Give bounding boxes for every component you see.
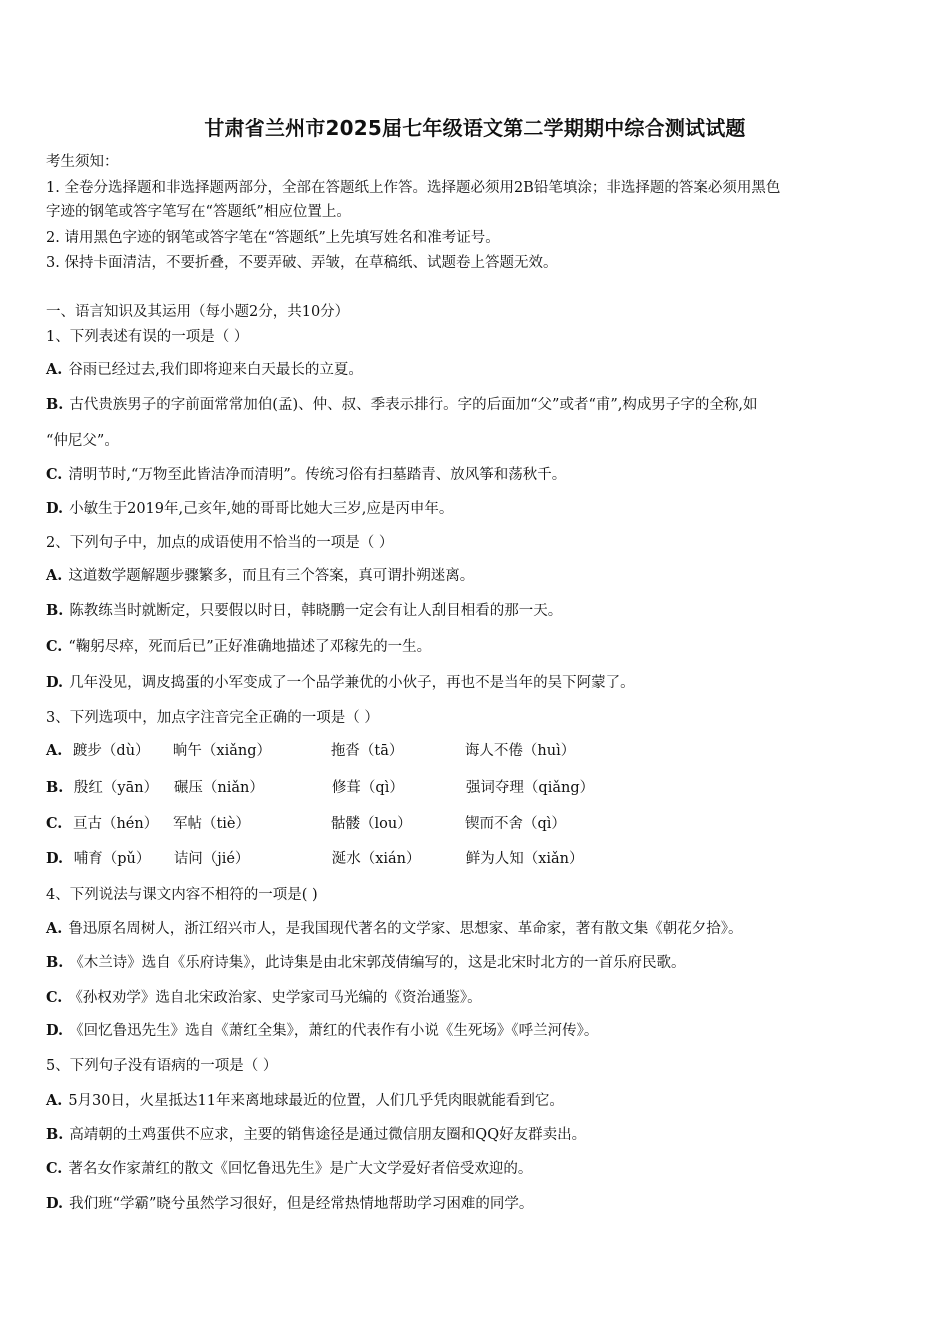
pinyin-item: 锲而不舍（qì） (464, 816, 566, 832)
option-text: 古代贵族男子的字前面常常加伯(孟)、仲、叔、季表示排行。字的后面加“父”或者“甫”,构成男子字的全称,如 (69, 397, 758, 413)
notice-item: 2. 请用黑色字迹的钢笔或答字笔在“答题纸”上先填写姓名和准考证号。 (46, 230, 500, 246)
option-c (46, 465, 566, 485)
option-text: 《回忆鲁迅先生》选自《萧红全集》，萧红的代表作有小说《生死场》《呼兰河传》。 (69, 1023, 599, 1039)
option-label: C. (46, 989, 63, 1006)
pinyin-item: 碾压（niǎn） (173, 780, 264, 796)
option-text: 《孙权劝学》选自北宋政治家、史学家司马光编的《资治通鉴》。 (68, 990, 482, 1006)
pinyin-item: 踱步（dù） (72, 743, 150, 759)
option-text: 《木兰诗》选自《乐府诗集》，此诗集是由北宋郭茂倩编写的，这是北宋时北方的一首乐府民歌。 (69, 955, 686, 971)
option-text: 清明节时,“万物至此皆洁净而清明”。传统习俗有扫墓踏青、放风筝和荡秋千。 (68, 467, 567, 483)
option-text: 谷雨已经过去,我们即将迎来白天最长的立夏。 (68, 362, 363, 378)
exam-title: 甘肃省兰州市2025届七年级语文第二学期期中综合测试试题 (204, 116, 746, 140)
pinyin-item: 亘古（hén） (72, 816, 159, 832)
pinyin-item: 殷红（yān） (73, 780, 159, 796)
option-text: 著名女作家萧红的散文《回忆鲁迅先生》是广大文学爱好者倍受欢迎的。 (68, 1161, 533, 1177)
option-label: C. (46, 466, 63, 483)
pinyin-option-row (46, 814, 566, 834)
option-c (46, 1159, 532, 1179)
option-label: A. (46, 1092, 63, 1109)
section-heading: 一、语言知识及其运用（每小题2分，共10分） (46, 304, 350, 320)
option-text: 我们班“学霸”晓兮虽然学习很好，但是经常热情地帮助学习困难的同学。 (69, 1196, 534, 1212)
option-d (46, 1194, 533, 1214)
pinyin-item: 涎水（xián） (331, 851, 421, 867)
option-text: 小敏生于2019年,己亥年,她的哥哥比她大三岁,应是丙申年。 (69, 501, 454, 517)
option-label: B. (46, 1126, 64, 1143)
option-label: C. (46, 1160, 63, 1177)
option-label: A. (46, 742, 63, 759)
option-label: A. (46, 920, 63, 937)
pinyin-option-row (46, 778, 594, 798)
option-label: B. (46, 954, 64, 971)
option-label: D. (46, 1195, 64, 1212)
option-b-continued: “仲尼父”。 (46, 433, 119, 449)
option-text: 几年没见，调皮捣蛋的小军变成了一个品学兼优的小伙子，再也不是当年的吴下阿蒙了。 (69, 675, 635, 691)
pinyin-item: 拖沓（tā） (330, 743, 404, 759)
question-stem: 3、下列选项中，加点字注音完全正确的一项是（ ） (46, 710, 379, 726)
option-a (46, 360, 363, 380)
option-b (46, 395, 758, 415)
option-label: D. (46, 500, 64, 517)
pinyin-item: 军帖（tiè） (172, 816, 250, 832)
pinyin-item: 鲜为人知（xiǎn） (465, 851, 584, 867)
option-text: 陈教练当时就断定，只要假以时日，韩晓鹏一定会有让人刮目相看的那一天。 (69, 603, 563, 619)
option-label: D. (46, 674, 64, 691)
option-label: D. (46, 850, 64, 867)
question-stem: 4、下列说法与课文内容不相符的一项是( ) (46, 887, 318, 903)
option-c (46, 637, 431, 657)
notice-item: 1. 全卷分选择题和非选择题两部分，全部在答题纸上作答。选择题必须用2B铅笔填涂；非选择题的答案必须用黑色 (46, 180, 781, 196)
option-label: B. (46, 396, 64, 413)
option-label: D. (46, 1022, 64, 1039)
pinyin-item: 骷髅（lou） (330, 816, 412, 832)
option-a (46, 1091, 564, 1111)
option-a (46, 566, 474, 586)
notice-item: 字迹的钢笔或答字笔写在“答题纸”相应位置上。 (46, 204, 351, 220)
option-b (46, 953, 686, 973)
question-stem: 2、下列句子中，加点的成语使用不恰当的一项是（ ） (46, 535, 394, 551)
option-a (46, 919, 743, 939)
option-text: 这道数学题解题步骤繁多，而且有三个答案，真可谓扑朔迷离。 (68, 568, 475, 584)
option-text: 鲁迅原名周树人，浙江绍兴市人，是我国现代著名的文学家、思想家、革命家，著有散文集《朝花夕拾》。 (68, 921, 743, 937)
notice-heading: 考生须知： (46, 154, 119, 170)
option-text: 5月30日，火星抵达11年来离地球最近的位置，人们几乎凭肉眼就能看到它。 (68, 1093, 564, 1109)
question-stem: 1、下列表述有误的一项是（ ） (46, 329, 249, 345)
pinyin-item: 诘问（jié） (173, 851, 250, 867)
option-label: A. (46, 567, 63, 584)
option-d (46, 499, 453, 519)
pinyin-item: 哺育（pǔ） (73, 851, 151, 867)
pinyin-option-row (46, 849, 584, 869)
pinyin-item: 晌午（xiǎng） (172, 743, 272, 759)
pinyin-option-row (46, 741, 575, 761)
option-d (46, 1021, 598, 1041)
option-label: C. (46, 815, 63, 832)
option-text: “鞠躬尽瘁，死而后已”正好准确地描述了邓稼先的一生。 (68, 639, 432, 655)
pinyin-item: 诲人不倦（huì） (464, 743, 576, 759)
option-b (46, 601, 562, 621)
option-label: C. (46, 638, 63, 655)
option-label: B. (46, 779, 64, 796)
option-text: 高靖朝的土鸡蛋供不应求，主要的销售途径是通过微信朋友圈和QQ好友群卖出。 (69, 1127, 587, 1143)
option-label: A. (46, 361, 63, 378)
notice-item: 3. 保持卡面清洁，不要折叠，不要弄破、弄皱，在草稿纸、试题卷上答题无效。 (46, 255, 558, 271)
option-b (46, 1125, 586, 1145)
option-d (46, 673, 635, 693)
question-stem: 5、下列句子没有语病的一项是（ ） (46, 1058, 278, 1074)
pinyin-item: 强词夺理（qiǎng） (465, 780, 595, 796)
pinyin-item: 修葺（qì） (331, 780, 404, 796)
option-c (46, 988, 482, 1008)
option-label: B. (46, 602, 64, 619)
